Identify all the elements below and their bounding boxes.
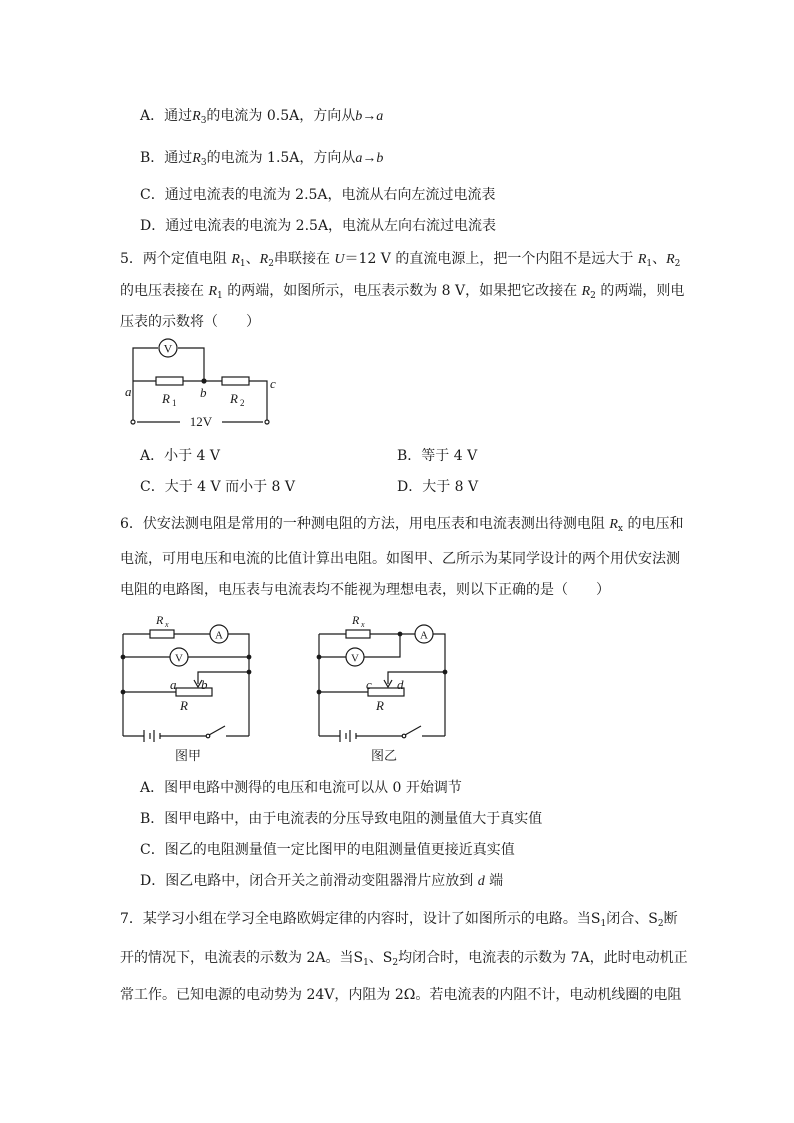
battery-icon	[144, 730, 160, 742]
r2-symbol: R	[666, 252, 675, 267]
rx-symbol: R	[609, 517, 618, 532]
node-b: b	[200, 385, 207, 400]
q7-stem-line1	[120, 909, 678, 934]
voltmeter-label: V	[351, 652, 359, 665]
subscript: 1	[363, 958, 369, 968]
wire	[178, 348, 204, 381]
text: 7．某学习小组在学习全电路欧姆定律的内容时，设计了如图所示的电路。当S	[120, 911, 601, 927]
series-circuit-diagram	[118, 338, 280, 432]
node-d: d	[477, 874, 485, 889]
subscript: 1	[217, 291, 223, 301]
node-a: a	[170, 677, 177, 692]
text: 串联接在	[273, 251, 335, 267]
battery-icon	[340, 730, 356, 742]
wire	[228, 634, 249, 736]
subscript: 2	[657, 919, 664, 929]
figure-caption: 图乙	[370, 748, 398, 763]
subscript: 1	[646, 259, 653, 269]
r2-symbol: R	[581, 284, 591, 299]
wire	[433, 634, 445, 736]
u-symbol: U	[334, 252, 345, 267]
subscript: 1	[600, 919, 607, 929]
voltmeter-label: V	[163, 341, 173, 356]
subscript: 2	[674, 259, 681, 269]
text: 开的情况下，电流表的示数为 2A。当S	[120, 950, 364, 966]
direction: b→a	[355, 109, 384, 124]
node-c: c	[366, 677, 372, 692]
ammeter-label: A	[215, 629, 223, 642]
option-text: 的电流为 1.5A，方向从	[206, 150, 356, 166]
resistor-r1	[156, 377, 183, 385]
q6-stem-line1	[120, 514, 683, 539]
resistor-rx	[150, 630, 174, 638]
figure-caption: 图甲	[174, 748, 202, 763]
subscript: 2	[392, 958, 399, 968]
rx-subscript: x	[165, 620, 169, 629]
node-d: d	[397, 677, 404, 692]
subscript: x	[617, 524, 623, 534]
junction-dot	[398, 632, 402, 636]
resistor-rx	[346, 630, 370, 638]
text: 断	[663, 911, 678, 927]
text: 的电压和	[623, 516, 684, 532]
r1-subscript: 1	[172, 398, 177, 408]
q7-stem-line2	[120, 948, 688, 973]
subscript: 3	[200, 158, 207, 168]
q7-stem-line3: 常工作。已知电源的电动势为 24V，内阻为 2Ω。若电流表的内阻不计，电动机线圈的电阻	[120, 987, 682, 1003]
rx-label: R	[156, 613, 164, 627]
text: 端	[484, 873, 504, 889]
r1-symbol: R	[208, 284, 218, 299]
text: D．图乙电路中，闭合开关之前滑动变阻器滑片应放到	[140, 873, 478, 889]
q5-option-c: C．大于 4 V 而小于 8 V	[140, 479, 295, 495]
option-text: A．通过	[140, 108, 193, 124]
r1-symbol: R	[231, 252, 240, 267]
resistor-symbol: R	[192, 109, 201, 124]
text: 的电压表接在	[120, 283, 209, 299]
q6-option-c: C．图乙的电阻测量值一定比图甲的电阻测量值更接近真实值	[140, 842, 515, 858]
rheostat-label: R	[376, 698, 384, 713]
junction-dot	[317, 655, 321, 659]
q6-stem-line2: 电流，可用电压和电流的比值计算出电阻。如图甲、乙所示为某同学设计的两个用伏安法测	[120, 551, 680, 567]
resistor-symbol: R	[192, 151, 201, 166]
subscript: 2	[590, 291, 596, 301]
junction-dot	[121, 655, 125, 659]
q5-option-a: A．小于 4 V	[140, 448, 221, 464]
q6-stem-line3: 电阻的电路图，电压表与电流表均不能视为理想电表，则以下正确的是（ ）	[120, 582, 610, 598]
subscript: 3	[200, 116, 207, 126]
node-a: a	[125, 384, 132, 399]
junction-dot	[443, 670, 447, 674]
node-c: c	[270, 376, 276, 391]
wire	[133, 348, 158, 381]
voltmeter-label: V	[175, 652, 183, 665]
q5-stem-line1	[120, 249, 680, 274]
q6-option-b: B．图甲电路中，由于电流表的分压导致电阻的测量值大于真实值	[140, 811, 543, 827]
ammeter-label: A	[420, 629, 428, 642]
resistor-r2	[222, 377, 249, 385]
junction-dot	[247, 655, 251, 659]
junction-dot	[247, 670, 251, 674]
junction-dot	[121, 690, 125, 694]
q4-option-b	[140, 148, 383, 173]
r1-symbol: R	[637, 252, 647, 267]
subscript: 2	[268, 259, 274, 269]
r1-label: R	[162, 391, 170, 406]
text: 、	[652, 251, 667, 267]
rheostat-label: R	[180, 698, 188, 713]
rx-subscript: x	[361, 620, 365, 629]
voltage-label: 12V	[189, 414, 213, 429]
junction-dot	[317, 690, 321, 694]
q4-option-c: C．通过电流表的电流为 2.5A，电流从右向左流过电流表	[140, 187, 496, 203]
q4-option-a	[140, 106, 383, 131]
q5-option-d: D．大于 8 V	[397, 479, 479, 495]
option-text: 的电流为 0.5A，方向从	[206, 108, 356, 124]
subscript: 1	[239, 259, 246, 269]
q6-option-a: A．图甲电路中测得的电压和电流可以从 0 开始调节	[140, 780, 462, 796]
r2-subscript: 2	[240, 398, 245, 408]
text: 5．两个定值电阻	[120, 251, 232, 267]
r2-label: R	[230, 391, 238, 406]
option-text: B．通过	[140, 150, 193, 166]
text: 的两端，如图所示，电压表示数为 8 V，如果把它改接在	[222, 283, 582, 299]
q5-option-b: B．等于 4 V	[397, 448, 478, 464]
switch-icon	[405, 726, 421, 735]
q6-option-d	[140, 871, 503, 892]
figure-yi-circuit	[314, 610, 454, 768]
q5-stem-line3: 压表的示数将（ ）	[120, 314, 260, 330]
q5-stem-line2	[120, 281, 684, 306]
text: 的两端，则电	[595, 283, 685, 299]
text: 、	[245, 251, 260, 267]
text: ＝12 V 的直流电源上，把一个内阻不是远大于	[344, 251, 638, 267]
node-b: b	[201, 677, 208, 692]
text: 均闭合时，电流表的示数为 7A，此时电动机正	[398, 950, 688, 966]
direction: a→b	[355, 151, 384, 166]
wire	[249, 381, 267, 422]
terminal	[131, 420, 135, 424]
terminal	[265, 420, 269, 424]
figure-jia-circuit	[118, 610, 258, 768]
text: 闭合、S	[606, 911, 658, 927]
rx-label: R	[352, 613, 360, 627]
switch-icon	[209, 726, 225, 735]
r2-symbol: R	[259, 252, 269, 267]
q4-option-d: D．通过电流表的电流为 2.5A，电流从左向右流过电流表	[140, 218, 497, 234]
text: 6．伏安法测电阻是常用的一种测电阻的方法，用电压表和电流表测出待测电阻	[120, 516, 610, 532]
text: 、S	[368, 950, 393, 966]
junction-dot	[202, 379, 206, 383]
